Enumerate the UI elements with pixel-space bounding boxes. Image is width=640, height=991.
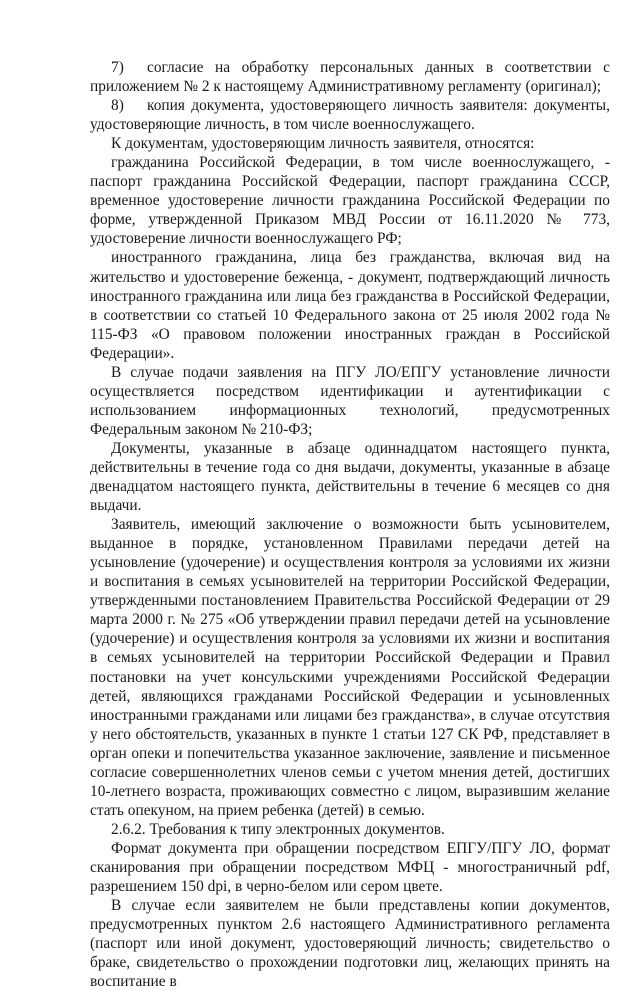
document-body — [90, 58, 610, 991]
paragraph: иностранного гражданина, лица без гражданства, включая вид на жительство и удостоверение беженца, - документ, подтверждающий личность иностранного гражданина или лица без гражданства в Российской Федерации, в соответствии со статьей 10 Федерального закона от 25 июля 2002 года № 115-ФЗ «О правовом положении иностранных граждан в Российской Федерации». — [90, 249, 610, 362]
paragraph: В случае подачи заявления на ПГУ ЛО/ЕПГУ установление личности осуществляется посредством идентификации и аутентификации с использованием информационных технологий, предусмотренных Федеральным законом № 210-ФЗ; — [90, 363, 610, 438]
list-item — [90, 58, 610, 96]
list-item-text: копия документа, удостоверяющего личность заявителя: документы, удостоверяющие личность, в том числе военнослужащего. — [90, 97, 610, 134]
paragraph: К документам, удостоверяющим личность заявителя, относятся: — [111, 135, 535, 153]
list-item — [90, 96, 610, 134]
paragraph: Формат документа при обращении посредством ЕПГУ/ПГУ ЛО, формат сканирования при обращении посредством МФЦ - многостраничный pdf, разрешением 150 dpi, в черно-белом или сером цвете. — [90, 839, 610, 896]
paragraph: Документы, указанные в абзаце одиннадцатом настоящего пункта, действительны в течение года со дня выдачи, документы, указанные в абзаце двенадцатом настоящего пункта, действительны в течение 6 месяцев со дня выдачи. — [90, 439, 610, 515]
section-heading: 2.6.2. Требования к типу электронных документов. — [111, 820, 445, 838]
paragraph: Заявитель, имеющий заключение о возможности быть усыновителем, выданное в порядке, установленном Правилами передачи детей на усыновление (удочерение) и осуществления контроля за условиями их жизни и воспитания в семьях усыновителей на территории Российской Федерации, утвержденными постановлением Правительства Российской Федерации от 29 марта 2000 г. № 275 «Об утверждении правил передачи детей на усыновление (удочерение) и осуществления контроля за условиями их жизни и воспитания в семьях усыновителей на территории Российской Федерации и Правил постановки на учет консульскими учреждениями Российской Федерации детей, являющихся гражданами Российской Федерации и усыновленных иностранными гражданами или лицами без гражданства», в случае отсутствия у него обстоятельств, указанных в пункте 1 статьи 127 СК РФ, представляет в орган опеки и попечительства указанное заключение, заявление и письменное согласие совершеннолетних членов семьи с учетом мнения детей, достигших 10-летнего возраста, проживающих совместно с лицом, выразившим желание стать опекуном, на прием ребенка (детей) в семью. — [90, 516, 610, 819]
paragraph: В случае если заявителем не были представлены копии документов, предусмотренных пунктом 2.6 настоящего Административного регламента (паспорт или иной документ, удостоверяющий личность; свидетельство о браке, свидетельство о прохождении подготовки лиц, желающих принять на воспитание в — [90, 897, 610, 991]
list-item-number: 7) — [111, 59, 124, 76]
paragraph: гражданина Российской Федерации, в том числе военнослужащего, - паспорт гражданина Российской Федерации, паспорт гражданина СССР, временное удостоверение личности гражданина Российской Федерации по форме, утвержденной Приказом МВД России от 16.11.2020 № 773, удостоверение личности военнослужащего РФ; — [90, 154, 610, 248]
list-item-number: 8) — [111, 97, 124, 115]
list-item-text: согласие на обработку персональных данных в соответствии с приложением № 2 к настоящему Административному регламенту (оригинал); — [90, 59, 610, 96]
